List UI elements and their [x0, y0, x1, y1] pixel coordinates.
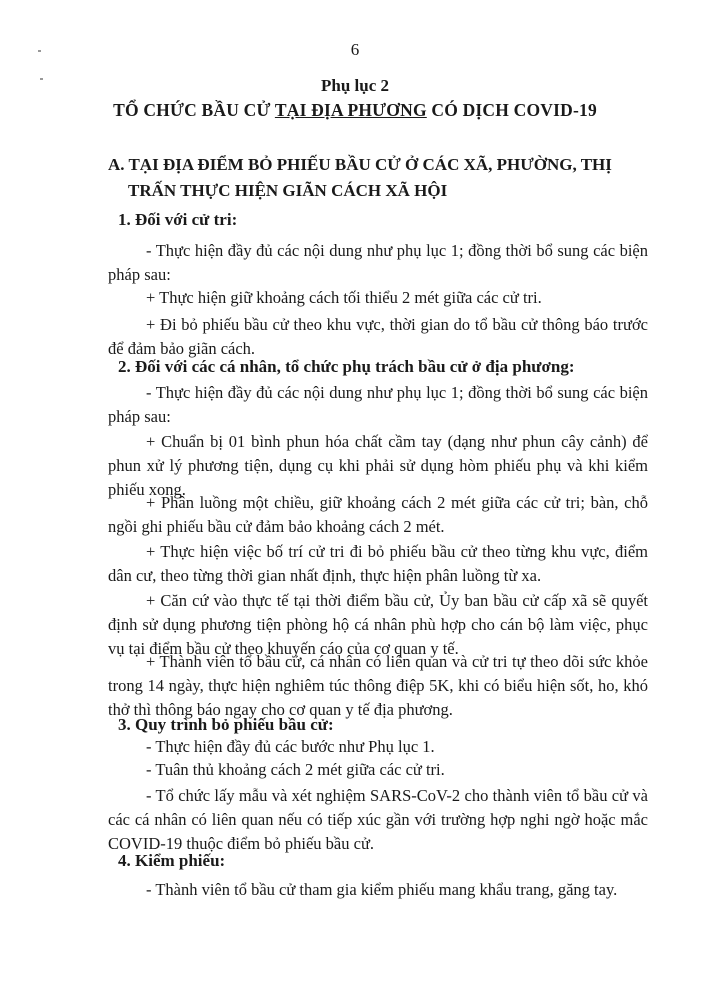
s3-line-2: - Tuân thủ khoảng cách 2 mét giữa các cử tri.: [146, 760, 445, 779]
section-a-heading: [108, 152, 648, 204]
s4-paragraph-1: - Thành viên tổ bầu cử tham gia kiểm phiếu mang khẩu trang, găng tay.: [146, 880, 618, 899]
s1-paragraph-3: + Đi bỏ phiếu bầu cử theo khu vực, thời gian do tổ bầu cử thông báo trước để đảm bảo giãn cách.: [108, 315, 648, 358]
section-a-line2: TRẤN THỰC HIỆN GIÃN CÁCH XÃ HỘI: [128, 181, 448, 200]
title-underlined: TẠI ĐỊA PHƯƠNG: [274, 100, 427, 120]
s3-heading: 3. Quy trình bỏ phiếu bầu cử:: [118, 715, 334, 734]
title-part-2: CÓ DỊCH COVID-19: [426, 100, 597, 120]
document-title: [0, 100, 710, 121]
s2-paragraph-3: + Phân luồng một chiều, giữ khoảng cách 2 mét giữa các cử tri; bàn, chỗ ngồi ghi phiếu bầu cử đảm bảo khoảng cách 2 mét.: [108, 493, 648, 536]
s3-paragraph-3: - Tổ chức lấy mẫu và xét nghiệm SARS-CoV-2 cho thành viên tổ bầu cử và các cá nhân có liên quan nếu có tiếp xúc gần với trường hợp nghi ngờ hoặc mắc COVID-19 thuộc điểm bỏ phiếu bầu cử.: [108, 786, 648, 853]
appendix-label: Phụ lục 2: [320, 76, 390, 95]
s2-paragraph-4: + Thực hiện việc bố trí cử tri đi bỏ phiếu bầu cử theo từng khu vực, điểm dân cư, theo từng thời gian nhất định, thực hiện phân luồng từ xa.: [108, 542, 648, 585]
s3-line-1: - Thực hiện đầy đủ các bước như Phụ lục 1.: [146, 737, 435, 756]
title-part-1: TỔ CHỨC BẦU CỬ: [113, 100, 275, 120]
page-number: 6: [350, 40, 360, 59]
s2-paragraph-1: - Thực hiện đầy đủ các nội dung như phụ lục 1; đồng thời bổ sung các biện pháp sau:: [108, 383, 648, 426]
s1-heading: 1. Đối với cử tri:: [118, 210, 238, 229]
s4-heading: 4. Kiểm phiếu:: [118, 851, 226, 870]
s2-paragraph-2: + Chuẩn bị 01 bình phun hóa chất cầm tay (dạng như phun cây cảnh) để phun xử lý phương tiện, dụng cụ khi phải sử dụng hòm phiếu phụ và khi kiểm phiếu xong.: [108, 432, 648, 499]
s2-paragraph-6: + Thành viên tổ bầu cử, cá nhân có liên quan và cử tri tự theo dõi sức khỏe trong 14 ngày, thực hiện nghiêm túc thông điệp 5K, khi có biểu hiện sốt, ho, khó thở thì thông báo ngay cho cơ quan y tế địa phương.: [108, 652, 648, 719]
section-a-line1: A. TẠI ĐỊA ĐIỂM BỎ PHIẾU BẦU CỬ Ở CÁC XÃ, PHƯỜNG, THỊ: [108, 155, 612, 174]
s1-paragraph-2: + Thực hiện giữ khoảng cách tối thiểu 2 mét giữa các cử tri.: [146, 288, 542, 307]
s1-paragraph-1: - Thực hiện đầy đủ các nội dung như phụ lục 1; đồng thời bổ sung các biện pháp sau:: [108, 241, 648, 284]
s2-paragraph-5: + Căn cứ vào thực tế tại thời điểm bầu cử, Ủy ban bầu cử cấp xã sẽ quyết định sử dụng phương tiện phòng hộ cá nhân phù hợp cho cán bộ làm việc, phục vụ tại điểm bầu cử theo khuyến cáo của cơ quan y tế.: [108, 591, 648, 658]
s2-heading: 2. Đối với các cá nhân, tổ chức phụ trách bầu cử ở địa phương:: [118, 357, 575, 376]
